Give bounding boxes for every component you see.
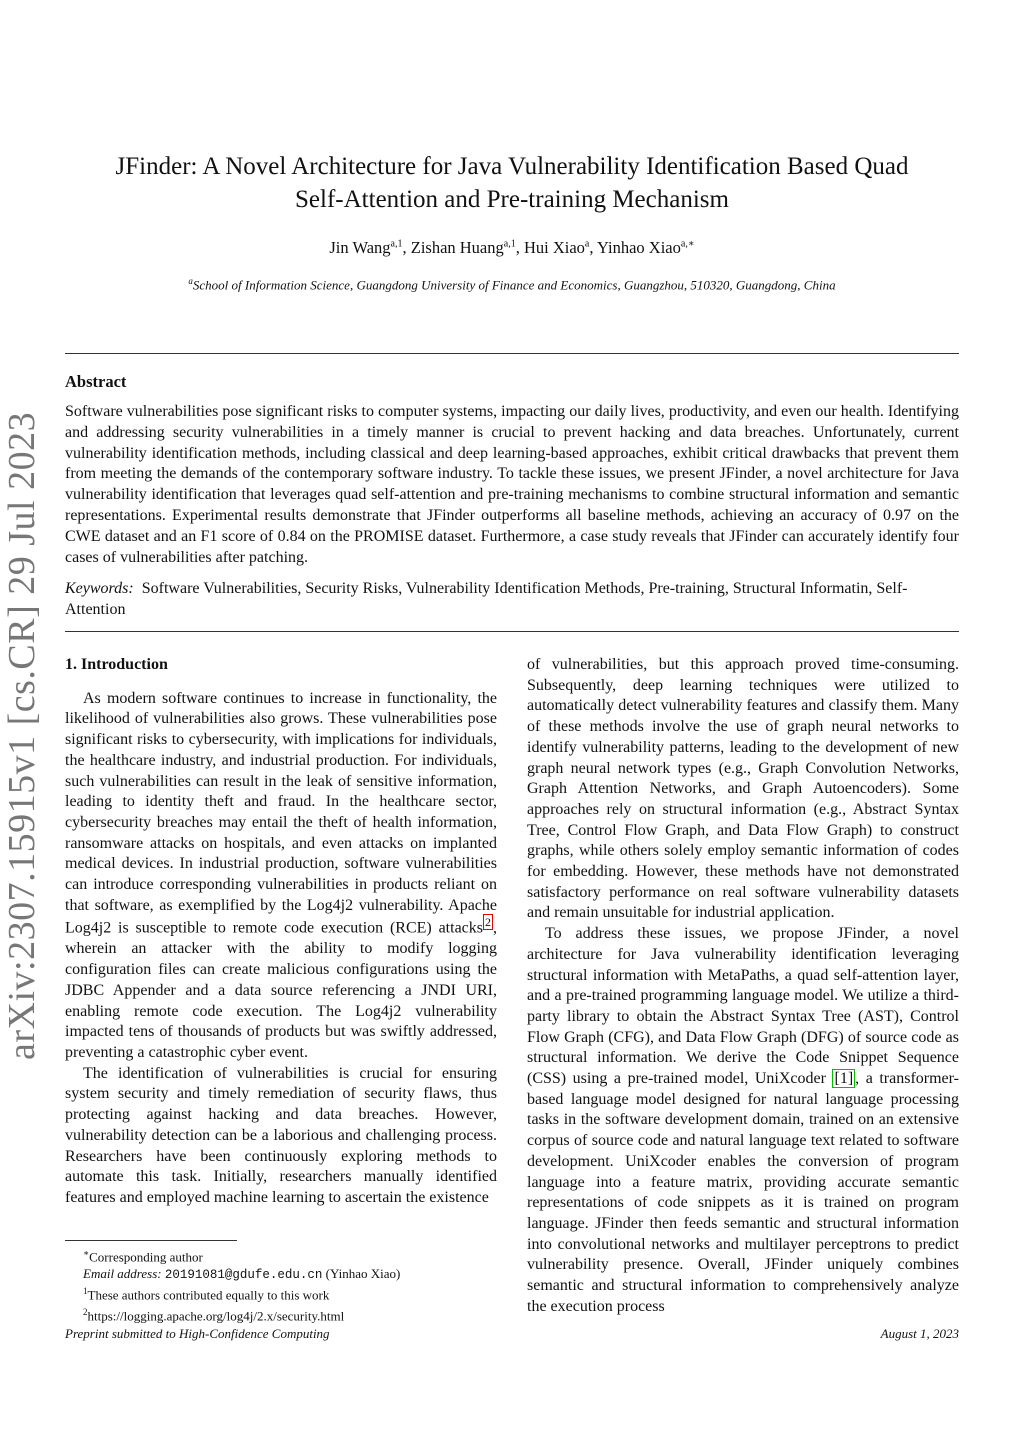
- intro-paragraph-2: The identification of vulnerabilities is crucial for ensuring system security and timely remediation of security flaws, thus protecting against hacking and data breaches. However, vulnerability detection can be a laborious and challenging process. Researchers have been continuously exploring methods to automate this task. Initially, researchers manually identified features and employed machine learning to ascertain the existence: [65, 1064, 497, 1206]
- divider-bottom: [65, 631, 959, 632]
- footnote-2: [65, 1304, 505, 1325]
- affiliation-text: School of Information Science, Guangdong University of Finance and Economics, Guangzhou, 510320, Guangdong, China: [192, 277, 836, 293]
- email-label: Email address:: [83, 1265, 162, 1281]
- abstract-heading: Abstract: [65, 372, 127, 391]
- footnote-text: Corresponding author: [89, 1249, 203, 1265]
- footnote-url[interactable]: https://logging.apache.org/log4j/2.x/security.html: [87, 1308, 345, 1324]
- intro-p1-text: As modern software continues to increase in functionality, the likelihood of vulnerabilities also grows. These vulnerabilities pose significant risks to cybersecurity, with implications for individuals, the healthcare industry, and industrial production. For individuals, such vulnerabilities can result in the leak of sensitive information, leading to identity theft and fraud. In the healthcare sector, cybersecurity breaches may entail the theft of health information, ransomware attacks on hospitals, and even attacks on implanted medical devices. In industrial production, software vulnerabilities can introduce corresponding vulnerabilities in products reliant on that software, as exemplified by the Log4j2 vulnerability. Apache Log4j2 is susceptible to remote code execution (RCE) attacks: [65, 689, 497, 937]
- keywords-text: Software Vulnerabilities, Security Risks, Vulnerability Identification Methods, Pre-training, Structural Informatin, Self-Attention: [65, 580, 908, 618]
- intro-paragraph-3: [527, 924, 959, 1317]
- abstract-text: Software vulnerabilities pose significant risks to computer systems, impacting our daily lives, productivity, and even our health. Identifying and addressing security vulnerabilities in a timely manner is crucial to prevent hacking and data breaches. Unfortunately, current vulnerability identification methods, including classical and deep learning-based approaches, exhibit critical drawbacks that prevent them from meeting the demands of the contemporary software industry. To tackle these issues, we present JFinder, a novel architecture for Java vulnerability identification that leverages quad self-attention and pre-training mechanisms to combine structural information and semantic representations. Experimental results demonstrate that JFinder outperforms all baseline methods, achieving an accuracy of 0.97 on the CWE dataset and an F1 score of 0.84 on the PROMISE dataset. Furthermore, a case study reveals that JFinder can accurately identify four cases of vulnerabilities after patching.: [65, 403, 959, 566]
- footnote-divider: [65, 1240, 237, 1241]
- affiliation-sup: a: [188, 276, 193, 286]
- footnote-sup: ∗: [83, 1248, 90, 1258]
- author-sup: a,1: [390, 238, 403, 250]
- author-name: Zishan Huang: [410, 238, 504, 257]
- arxiv-identifier: arXiv:2307.15915v1 [cs.CR] 29 Jul 2023: [1, 411, 43, 1060]
- footnotes: [65, 1245, 505, 1325]
- author-list: Jin Wang$^{a,1}$, Zishan Huang$^{a,1}$, Hui Xiao$^a$, Yinhao Xiao$^{a,∗}$: [329, 238, 695, 257]
- intro-paragraph-2-cont: of vulnerabilities, but this approach proved time-consuming. Subsequently, deep learning techniques were utilized to automatically detect vulnerability features and classify them. Many of these methods involve the use of graph neural networks to identify vulnerability patterns, leading to the development of new graph neural network types (e.g., Graph Convolution Networks, Graph Attention Networks, and Graph Autoencoders). Some approaches rely on structural information (e.g., Abstract Syntax Tree, Control Flow Graph, and Data Flow Graph) to construct graphs, while others solely employ semantic information of codes for embedding. However, these methods have not demonstrated satisfactory performance on real software vulnerability datasets and remain unsuitable for industrial application.: [527, 656, 959, 922]
- section-heading: 1. Introduction: [65, 656, 168, 673]
- footnote-sup: 1: [83, 1286, 88, 1297]
- footnote-text: These authors contributed equally to this work: [87, 1287, 330, 1303]
- footnote-sup: 2: [83, 1307, 88, 1318]
- left-column: [65, 655, 497, 1209]
- citation-link[interactable]: [1]: [834, 1070, 854, 1088]
- intro-paragraph-1: [65, 689, 497, 1064]
- intro-p1-text-cont: , wherein an attacker with the ability to modify logging configuration files can create malicious configurations using the JDBC Appender and a data source referencing a JNDI URI, enabling remote code execution. The Log4j2 vulnerability impacted tens of thousands of products but was swiftly addressed, preventing a catastrophic cyber event.: [65, 919, 497, 1061]
- keywords: [65, 578, 959, 620]
- footnote-corresponding: [65, 1245, 505, 1266]
- author-sup: a: [584, 238, 590, 250]
- author-sup: a,1: [503, 238, 516, 250]
- affiliation: [100, 276, 924, 293]
- footnote-link[interactable]: 2: [485, 915, 491, 930]
- footer-preprint: Preprint submitted to High-Confidence Computing: [65, 1326, 330, 1341]
- footer-date: August 1, 2023: [880, 1326, 959, 1341]
- footnote-1: [65, 1283, 505, 1304]
- footnote-email: [65, 1266, 505, 1284]
- author-name: Hui Xiao: [523, 238, 585, 257]
- divider-top: [65, 353, 959, 354]
- author-name: Yinhao Xiao: [597, 238, 681, 257]
- right-column: [527, 655, 959, 1318]
- email-address[interactable]: 20191081@gdufe.edu.cn: [164, 1267, 323, 1282]
- paper-title: JFinder: A Novel Architecture for Java Vulnerability Identification Based Quad Self-Attention and Pre-training Mechanism: [115, 153, 909, 213]
- author-name: Jin Wang: [329, 238, 391, 257]
- intro-p3-text-cont: , a transformer-based language model designed for natural language processing tasks in the software development domain, trained on an extensive corpus of source code and natural language text related to software development. UniXcoder enables the conversion of program language into a feature matrix, providing accurate semantic representations of code snippets as it is trained on program language. JFinder then feeds semantic and structural information into convolutional networks and multilayer perceptrons to predict vulnerability presence. Overall, JFinder uniquely combines semantic and structural information to comprehensively analyze the execution process: [527, 1070, 959, 1315]
- keywords-label: Keywords:: [65, 580, 134, 597]
- author-sup: a,∗: [680, 238, 695, 250]
- intro-p3-text: To address these issues, we propose JFinder, a novel architecture for Java vulnerability identification leveraging structural information with MetaPaths, a quad self-attention layer, and a pre-trained programming language model. We utilize a third-party library to obtain the Abstract Syntax Tree (AST), Control Flow Graph (CFG), and Data Flow Graph (DFG) of source code as structural information. We derive the Code Snippet Sequence (CSS) using a pre-trained model, UniXcoder: [527, 925, 959, 1088]
- email-owner: (Yinhao Xiao): [325, 1265, 401, 1281]
